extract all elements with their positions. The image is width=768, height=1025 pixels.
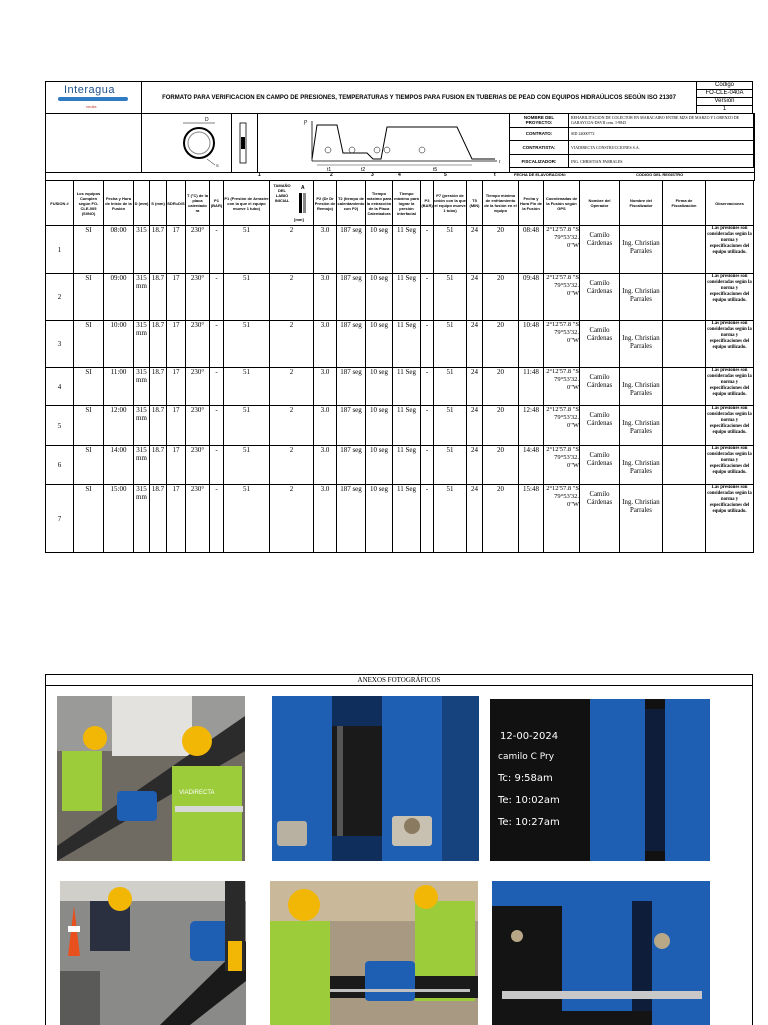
pressure-graph-icon <box>257 113 509 172</box>
cell-p1: - <box>210 274 224 321</box>
cell-fiscal: Ing. Christian Parrales <box>620 485 663 553</box>
cell-s: 18.7 <box>150 446 167 485</box>
graph-t2-label: t2 <box>361 167 366 172</box>
cell-ok: SI <box>74 321 104 368</box>
cell-tex: 10 seg <box>366 274 393 321</box>
cell-p3: - <box>421 368 434 406</box>
cell-sign <box>663 321 706 368</box>
code-value: FO-CLE-040A <box>697 90 752 98</box>
cell-p7: 51 <box>434 485 467 553</box>
cell-drag: 51 <box>224 226 270 274</box>
vest-text: VIADIRECTA <box>179 790 215 796</box>
col-header: Tiempo máximo para lograr la presión interfacial <box>393 181 421 226</box>
cell-operator: Camilo Cárdenas <box>580 226 620 274</box>
cell-fiscal: Ing. Christian Parrales <box>620 446 663 485</box>
project-key: FISCALIZADOR: <box>510 154 569 168</box>
pipe-side-diagram <box>231 113 258 172</box>
step-number: 2 <box>330 172 333 178</box>
cell-p7: 51 <box>434 368 467 406</box>
cell-cool: 20 <box>483 406 519 446</box>
project-key: NOMBRE DEL PROYECTO: <box>510 114 569 128</box>
cell-obs: Las presiones son consideradas según la norma y especificaciones del equipo utilizado. <box>706 321 754 368</box>
cell-obs: Las presiones son consideradas según la norma y especificaciones del equipo utilizado. <box>706 368 754 406</box>
table-row <box>46 321 754 368</box>
cell-t5: 24 <box>467 485 483 553</box>
photo-worker-machine <box>60 881 246 1025</box>
cell-d: 315 mm <box>134 485 150 553</box>
cell-s: 18.7 <box>150 274 167 321</box>
cell-start: 14:00 <box>104 446 134 485</box>
cell-p1: - <box>210 406 224 446</box>
cell-sign <box>663 406 706 446</box>
cell-p7: 51 <box>434 321 467 368</box>
cell-sdr: 17 <box>167 406 186 446</box>
cell-cool: 20 <box>483 485 519 553</box>
col-header: Firma de Fiscalización <box>663 181 706 226</box>
cell-drag: 51 <box>224 485 270 553</box>
project-key: CONTRATO: <box>510 127 569 141</box>
step-number: 3 <box>371 172 374 178</box>
cell-sign <box>663 226 706 274</box>
annex-title: ANEXOS FOTOGRÁFICOS <box>46 675 752 686</box>
cell-ok: SI <box>74 226 104 274</box>
cell-tpi: 11 Seg <box>393 368 421 406</box>
cell-t2: 187 seg <box>337 485 366 553</box>
cell-p2: 3.0 <box>314 406 337 446</box>
cell-operator: Camilo Cárdenas <box>580 485 620 553</box>
cell-s: 18.7 <box>150 321 167 368</box>
col-header-lip <box>270 181 314 226</box>
record-code-label: CODIGO DEL REGISTRO <box>636 172 684 177</box>
lip-a-label: A <box>301 185 305 191</box>
cell-temp: 230° <box>186 485 210 553</box>
project-row <box>510 154 754 168</box>
col-header: S (mm) <box>150 181 167 226</box>
cell-tpi: 11 Seg <box>393 274 421 321</box>
cell-lip: 2 <box>270 368 314 406</box>
logo-sub: veolia <box>86 104 97 109</box>
photo-workers-fusion <box>57 696 245 861</box>
cell-drag: 51 <box>224 274 270 321</box>
step-number: 4 <box>398 172 401 178</box>
cell-p7: 51 <box>434 406 467 446</box>
cell-operator: Camilo Cárdenas <box>580 368 620 406</box>
col-header: T2 (tiempo de calentamiento con P2) <box>337 181 366 226</box>
lip-mm-label: [mm] <box>294 217 304 222</box>
cell-coords: 2°12'57.8 "S 79°53'32. 0"W <box>544 368 580 406</box>
col-header: Tiempo máximo para la extracción de la Placa Calentadora <box>366 181 393 226</box>
step-number: t <box>494 172 496 178</box>
pipe-side-icon <box>231 113 257 172</box>
cell-fiscal: Ing. Christian Parrales <box>620 321 663 368</box>
cell-n: 3 <box>46 321 74 368</box>
fusion-table <box>45 180 754 553</box>
cell-p3: - <box>421 321 434 368</box>
cell-ok: SI <box>74 446 104 485</box>
form-header <box>45 81 753 114</box>
cell-obs: Las presiones son consideradas según la norma y especificaciones del equipo utilizado. <box>706 406 754 446</box>
cell-n: 6 <box>46 446 74 485</box>
annotated-pipe-photo-icon <box>490 699 710 861</box>
cell-temp: 230° <box>186 226 210 274</box>
annotation-line: Te: 10:27am <box>498 817 560 828</box>
cell-p1: - <box>210 321 224 368</box>
project-row <box>510 114 754 128</box>
cell-d: 315 mm <box>134 406 150 446</box>
photo-pipe-annotation <box>490 699 710 861</box>
cell-s: 18.7 <box>150 368 167 406</box>
cell-p1: - <box>210 485 224 553</box>
col-header: TAMAÑO DEL LABIO INICIAL <box>273 183 291 203</box>
project-value: ING. CHRISTIAN PARRALES <box>569 154 754 168</box>
cell-n: 4 <box>46 368 74 406</box>
col-header: P3 (BAR) <box>421 181 434 226</box>
cell-t2: 187 seg <box>337 226 366 274</box>
annotation-line: Tc: 9:58am <box>498 773 553 784</box>
version-label: Versión <box>697 98 752 106</box>
cell-tpi: 11 Seg <box>393 446 421 485</box>
cell-obs: Las presiones son consideradas según la norma y especificaciones del equipo utilizado. <box>706 226 754 274</box>
cell-p7: 51 <box>434 226 467 274</box>
cell-ok: SI <box>74 368 104 406</box>
table-body <box>46 226 754 553</box>
cell-sdr: 17 <box>167 368 186 406</box>
col-header: Nombre del Operador <box>580 181 620 226</box>
cell-end: 10:48 <box>519 321 544 368</box>
col-header: Tiempo mínimo de enfriamiento de la fusión en el equipo <box>483 181 519 226</box>
cell-end: 11:48 <box>519 368 544 406</box>
cell-sign <box>663 446 706 485</box>
cell-cool: 20 <box>483 321 519 368</box>
cell-p2: 3.0 <box>314 321 337 368</box>
cell-fiscal: Ing. Christian Parrales <box>620 226 663 274</box>
table-row <box>46 485 754 553</box>
cell-t2: 187 seg <box>337 321 366 368</box>
cell-t5: 24 <box>467 226 483 274</box>
cell-n: 7 <box>46 485 74 553</box>
cell-p7: 51 <box>434 446 467 485</box>
cell-t2: 187 seg <box>337 368 366 406</box>
col-header: Nombre del Fiscalizador <box>620 181 663 226</box>
cell-p7: 51 <box>434 274 467 321</box>
graph-t5-label: t5 <box>433 167 438 172</box>
cell-d: 315 mm <box>134 446 150 485</box>
form-title: FORMATO PARA VERIFICACION EN CAMPO DE PRESIONES, TEMPERATURAS Y TIEMPOS PARA FUSION EN TUBERIAS DE PEAD CON EQUIPOS HIDRAÚLICOS SEGÚN ISO 21307 <box>142 82 697 114</box>
cell-lip: 2 <box>270 321 314 368</box>
col-header: FUSION # <box>46 181 74 226</box>
clamp-detail-photo-icon <box>492 881 710 1025</box>
table-header-row <box>46 181 754 226</box>
workers-pipe-photo-icon <box>270 881 478 1025</box>
cell-start: 11:00 <box>104 368 134 406</box>
annotation-line: 12-00-2024 <box>500 731 559 742</box>
graph-p-label: p <box>304 119 307 125</box>
cell-end: 12:48 <box>519 406 544 446</box>
cell-n: 5 <box>46 406 74 446</box>
cell-lip: 2 <box>270 485 314 553</box>
cell-sign <box>663 274 706 321</box>
cell-coords: 2°12'57.8 "S 79°53'32. 0"W <box>544 446 580 485</box>
logo <box>46 82 142 114</box>
cell-temp: 230° <box>186 321 210 368</box>
cell-start: 12:00 <box>104 406 134 446</box>
cell-sign <box>663 368 706 406</box>
col-header: P7 (presión de unión con la que el equipo mueve 1 tubo) <box>434 181 467 226</box>
project-key: CONTRATISTA: <box>510 141 569 155</box>
cell-end: 14:48 <box>519 446 544 485</box>
logo-spacer <box>46 113 142 172</box>
table-row <box>46 274 754 321</box>
cell-n: 2 <box>46 274 74 321</box>
cell-start: 09:00 <box>104 274 134 321</box>
cell-t5: 24 <box>467 321 483 368</box>
cell-d: 315 mm <box>134 274 150 321</box>
worker-machine-photo-icon <box>60 881 246 1025</box>
cell-end: 15:48 <box>519 485 544 553</box>
cell-lip: 2 <box>270 226 314 274</box>
cell-p1: - <box>210 368 224 406</box>
svg-text:D: D <box>205 117 209 123</box>
cell-sdr: 17 <box>167 321 186 368</box>
cell-p3: - <box>421 446 434 485</box>
project-value: SID 24000772 <box>569 127 754 141</box>
project-value: REHABILITACION DE COLECTOR EN MARACAIBO ENTRE MZS DE MARZO Y LORENZO DE GARAYCOA-DSVII cem. 1-9845 <box>569 114 754 128</box>
workers-photo-icon <box>57 696 245 861</box>
cell-p3: - <box>421 485 434 553</box>
table-row <box>46 406 754 446</box>
cell-obs: Las presiones son consideradas según la norma y especificaciones del equipo utilizado. <box>706 485 754 553</box>
cell-operator: Camilo Cárdenas <box>580 406 620 446</box>
cell-p2: 3.0 <box>314 226 337 274</box>
cell-end: 09:48 <box>519 274 544 321</box>
cell-end: 08:48 <box>519 226 544 274</box>
cell-d: 315 mm <box>134 321 150 368</box>
graph-t-label: t <box>499 160 501 165</box>
col-header: Los equipos Cumplen según FO-CLE-005 (SI/NO) <box>74 181 104 226</box>
cell-fiscal: Ing. Christian Parrales <box>620 274 663 321</box>
logo-wave-icon <box>58 97 128 101</box>
cell-sign <box>663 485 706 553</box>
code-box <box>697 82 753 114</box>
cell-p2: 3.0 <box>314 368 337 406</box>
cell-fiscal: Ing. Christian Parrales <box>620 406 663 446</box>
pressure-time-graph <box>257 113 510 172</box>
cell-coords: 2°12'57.8 "S 79°53'32. 0"W <box>544 406 580 446</box>
cell-tpi: 11 Seg <box>393 406 421 446</box>
cell-ok: SI <box>74 485 104 553</box>
photo-clamp-detail <box>492 881 710 1025</box>
cell-fiscal: Ing. Christian Parrales <box>620 368 663 406</box>
cell-p1: - <box>210 446 224 485</box>
project-row <box>510 127 754 141</box>
lip-icon <box>293 183 311 223</box>
cell-tex: 10 seg <box>366 368 393 406</box>
cell-start: 15:00 <box>104 485 134 553</box>
cell-drag: 51 <box>224 321 270 368</box>
cell-d: 315 mm <box>134 368 150 406</box>
cell-drag: 51 <box>224 446 270 485</box>
cell-lip: 2 <box>270 406 314 446</box>
cell-t2: 187 seg <box>337 446 366 485</box>
cell-p1: - <box>210 226 224 274</box>
cell-coords: 2°12'57.8 "S 79°53'32. 0"W <box>544 226 580 274</box>
col-header: P2 (Dr Dr Presión de Remojo) <box>314 181 337 226</box>
cell-sdr: 17 <box>167 446 186 485</box>
cell-operator: Camilo Cárdenas <box>580 321 620 368</box>
elaboration-date-label: FECHA DE ELAVORACION: <box>514 172 566 177</box>
col-header: Fecha y Hora Fin de la Fusión <box>519 181 544 226</box>
col-header: T5 (MIN) <box>467 181 483 226</box>
col-header: SDR=D/S <box>167 181 186 226</box>
col-header: T (°C) de la placa calentado ra <box>186 181 210 226</box>
cell-p3: - <box>421 274 434 321</box>
cell-sdr: 17 <box>167 274 186 321</box>
cell-p2: 3.0 <box>314 446 337 485</box>
pipe-section-diagram <box>141 113 232 172</box>
cell-tex: 10 seg <box>366 485 393 553</box>
cell-tex: 10 seg <box>366 446 393 485</box>
cell-ok: SI <box>74 274 104 321</box>
cell-tex: 10 seg <box>366 321 393 368</box>
code-label: Código <box>697 82 752 90</box>
cell-temp: 230° <box>186 274 210 321</box>
col-header: P1 (BAR) <box>210 181 224 226</box>
project-value: VIADIRECTA CONSTRUCCIONES S.A. <box>569 141 754 155</box>
graph-t1-label: t1 <box>327 167 332 172</box>
cell-t5: 24 <box>467 406 483 446</box>
cell-obs: Las presiones son consideradas según la norma y especificaciones del equipo utilizado. <box>706 446 754 485</box>
cell-t2: 187 seg <box>337 406 366 446</box>
step-number: 5 <box>444 172 447 178</box>
annotation-line: Te: 10:02am <box>498 795 560 806</box>
cell-lip: 2 <box>270 446 314 485</box>
cell-t5: 24 <box>467 274 483 321</box>
cell-s: 18.7 <box>150 226 167 274</box>
photo-fusion-clamp <box>272 696 479 861</box>
cell-temp: 230° <box>186 446 210 485</box>
cell-p3: - <box>421 406 434 446</box>
cell-t2: 187 seg <box>337 274 366 321</box>
cell-drag: 51 <box>224 406 270 446</box>
cell-coords: 2°12'57.8 "S 79°53'32. 0"W <box>544 485 580 553</box>
cell-p2: 3.0 <box>314 274 337 321</box>
cell-tpi: 11 Seg <box>393 321 421 368</box>
cell-t5: 24 <box>467 446 483 485</box>
project-row <box>510 141 754 155</box>
step-number: 1 <box>258 172 261 178</box>
cell-drag: 51 <box>224 368 270 406</box>
cell-sdr: 17 <box>167 485 186 553</box>
cell-p2: 3.0 <box>314 485 337 553</box>
cell-coords: 2°12'57.8 "S 79°53'32. 0"W <box>544 274 580 321</box>
svg-text:S: S <box>216 163 219 168</box>
cell-temp: 230° <box>186 368 210 406</box>
cell-cool: 20 <box>483 226 519 274</box>
cell-sdr: 17 <box>167 226 186 274</box>
cell-tex: 10 seg <box>366 226 393 274</box>
table-row <box>46 226 754 274</box>
cell-s: 18.7 <box>150 485 167 553</box>
cell-tpi: 11 Seg <box>393 485 421 553</box>
version-value: 1 <box>722 106 727 112</box>
col-header: D (mm) <box>134 181 150 226</box>
cell-d: 315 <box>134 226 150 274</box>
diagram-block <box>45 113 755 173</box>
col-header: Observaciones <box>706 181 754 226</box>
cell-tex: 10 seg <box>366 406 393 446</box>
cell-start: 08:00 <box>104 226 134 274</box>
cell-tpi: 11 Seg <box>393 226 421 274</box>
photo-annex <box>45 674 753 1025</box>
cell-operator: Camilo Cárdenas <box>580 446 620 485</box>
cell-cool: 20 <box>483 274 519 321</box>
cell-ok: SI <box>74 406 104 446</box>
table-row <box>46 446 754 485</box>
cell-cool: 20 <box>483 446 519 485</box>
col-header: Coordenadas de la Fusión según GPS <box>544 181 580 226</box>
cell-operator: Camilo Cárdenas <box>580 274 620 321</box>
cell-n: 1 <box>46 226 74 274</box>
cell-cool: 20 <box>483 368 519 406</box>
cell-temp: 230° <box>186 406 210 446</box>
project-info-table <box>509 113 754 168</box>
cell-obs: Las presiones son consideradas según la norma y especificaciones del equipo utilizado. <box>706 274 754 321</box>
cell-coords: 2°12'57.8 "S 79°53'32. 0"W <box>544 321 580 368</box>
col-header: P1 (Presión de Arrastre con la que el equipo mueve 1 tubo) <box>224 181 270 226</box>
logo-name: Interagua <box>64 84 115 96</box>
cell-t5: 24 <box>467 368 483 406</box>
cell-lip: 2 <box>270 274 314 321</box>
annotation-line: camilo C Pry <box>498 752 555 762</box>
cell-start: 10:00 <box>104 321 134 368</box>
clamp-photo-icon <box>272 696 479 861</box>
table-row <box>46 368 754 406</box>
cell-s: 18.7 <box>150 406 167 446</box>
photo-workers-pipe <box>270 881 478 1025</box>
cell-p3: - <box>421 226 434 274</box>
pipe-ring-icon <box>141 113 231 172</box>
col-header: Fecha y Hora de Inicio de la Fusión <box>104 181 134 226</box>
